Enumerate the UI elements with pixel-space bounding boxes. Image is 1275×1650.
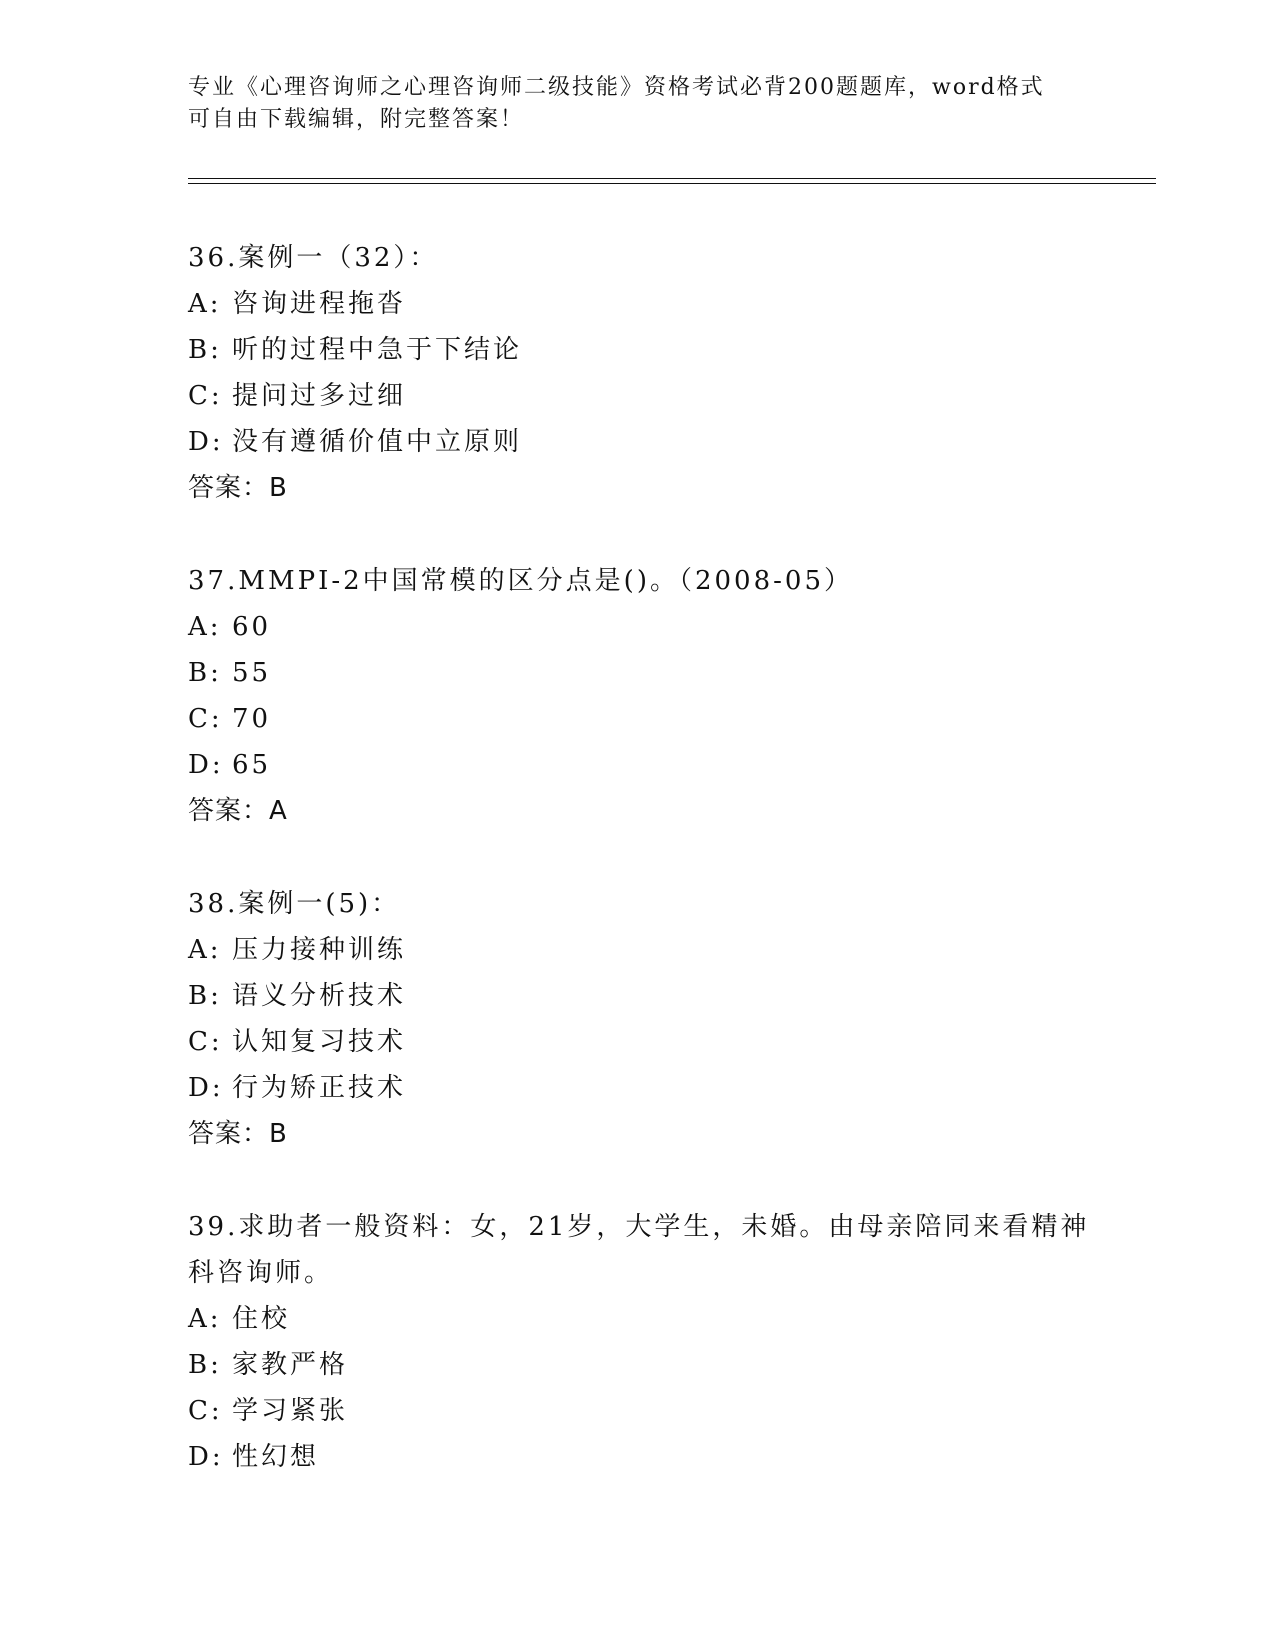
option-a bbox=[188, 604, 1088, 650]
option-text: 压力接种训练 bbox=[232, 935, 407, 965]
option-letter: D: bbox=[188, 1073, 224, 1103]
option-d bbox=[188, 1065, 1088, 1111]
option-a bbox=[188, 1296, 1088, 1342]
option-text: 学习紧张 bbox=[232, 1396, 349, 1426]
option-letter: D: bbox=[188, 427, 224, 457]
document-header bbox=[188, 72, 1088, 136]
option-letter: B: bbox=[188, 981, 222, 1011]
option-text: 住校 bbox=[232, 1304, 291, 1334]
header-divider-bottom bbox=[188, 183, 1156, 184]
option-d bbox=[188, 1434, 1088, 1480]
question-text: 36.案例一（32）： bbox=[188, 243, 439, 273]
option-letter: C: bbox=[188, 704, 223, 734]
option-b bbox=[188, 650, 1088, 696]
option-text: 家教严格 bbox=[232, 1350, 349, 1380]
question-37 bbox=[188, 558, 1088, 834]
option-text: 提问过多过细 bbox=[232, 381, 407, 411]
question-text-line-2: 科咨询师。 bbox=[188, 1258, 334, 1288]
question-list bbox=[188, 235, 1088, 1527]
option-letter: B: bbox=[188, 335, 222, 365]
answer-label: 答案：B bbox=[188, 1119, 288, 1149]
option-text: 听的过程中急于下结论 bbox=[232, 335, 523, 365]
question-38 bbox=[188, 881, 1088, 1157]
answer-label: 答案：B bbox=[188, 473, 288, 503]
header-line-1: 专业《心理咨询师之心理咨询师二级技能》资格考试必背200题题库，word格式 bbox=[188, 75, 1045, 100]
option-letter: D: bbox=[188, 750, 224, 780]
option-b bbox=[188, 1342, 1088, 1388]
header-divider-top bbox=[188, 178, 1156, 179]
option-b bbox=[188, 973, 1088, 1019]
option-text: 没有遵循价值中立原则 bbox=[232, 427, 523, 457]
option-text: 认知复习技术 bbox=[232, 1027, 407, 1057]
option-c bbox=[188, 696, 1088, 742]
option-text: 60 bbox=[232, 612, 272, 642]
option-c bbox=[188, 373, 1088, 419]
option-text: 行为矫正技术 bbox=[232, 1073, 407, 1103]
option-letter: C: bbox=[188, 1396, 223, 1426]
option-text: 65 bbox=[232, 750, 272, 780]
option-a bbox=[188, 281, 1088, 327]
option-text: 性幻想 bbox=[232, 1442, 320, 1472]
header-line-2: 可自由下载编辑，附完整答案！ bbox=[188, 107, 525, 132]
option-text: 55 bbox=[232, 658, 272, 688]
option-d bbox=[188, 742, 1088, 788]
option-text: 70 bbox=[232, 704, 272, 734]
option-a bbox=[188, 927, 1088, 973]
option-letter: A: bbox=[188, 1304, 222, 1334]
option-letter: B: bbox=[188, 658, 222, 688]
option-c bbox=[188, 1388, 1088, 1434]
option-text: 语义分析技术 bbox=[232, 981, 407, 1011]
question-36 bbox=[188, 235, 1088, 511]
option-c bbox=[188, 1019, 1088, 1065]
option-letter: A: bbox=[188, 935, 222, 965]
question-text: 38.案例一(5)： bbox=[188, 889, 401, 919]
option-letter: D: bbox=[188, 1442, 224, 1472]
option-b bbox=[188, 327, 1088, 373]
option-letter: C: bbox=[188, 1027, 223, 1057]
question-39 bbox=[188, 1204, 1088, 1480]
option-letter: A: bbox=[188, 289, 222, 319]
question-text: 37.MMPI-2中国常模的区分点是()。（2008-05） bbox=[188, 566, 854, 596]
answer-label: 答案：A bbox=[188, 796, 288, 826]
option-text: 咨询进程拖沓 bbox=[232, 289, 407, 319]
option-letter: B: bbox=[188, 1350, 222, 1380]
option-letter: A: bbox=[188, 612, 222, 642]
option-d bbox=[188, 419, 1088, 465]
question-text-line-1: 39.求助者一般资料：女，21岁，大学生，未婚。由母亲陪同来看精神 bbox=[188, 1212, 1090, 1242]
option-letter: C: bbox=[188, 381, 223, 411]
